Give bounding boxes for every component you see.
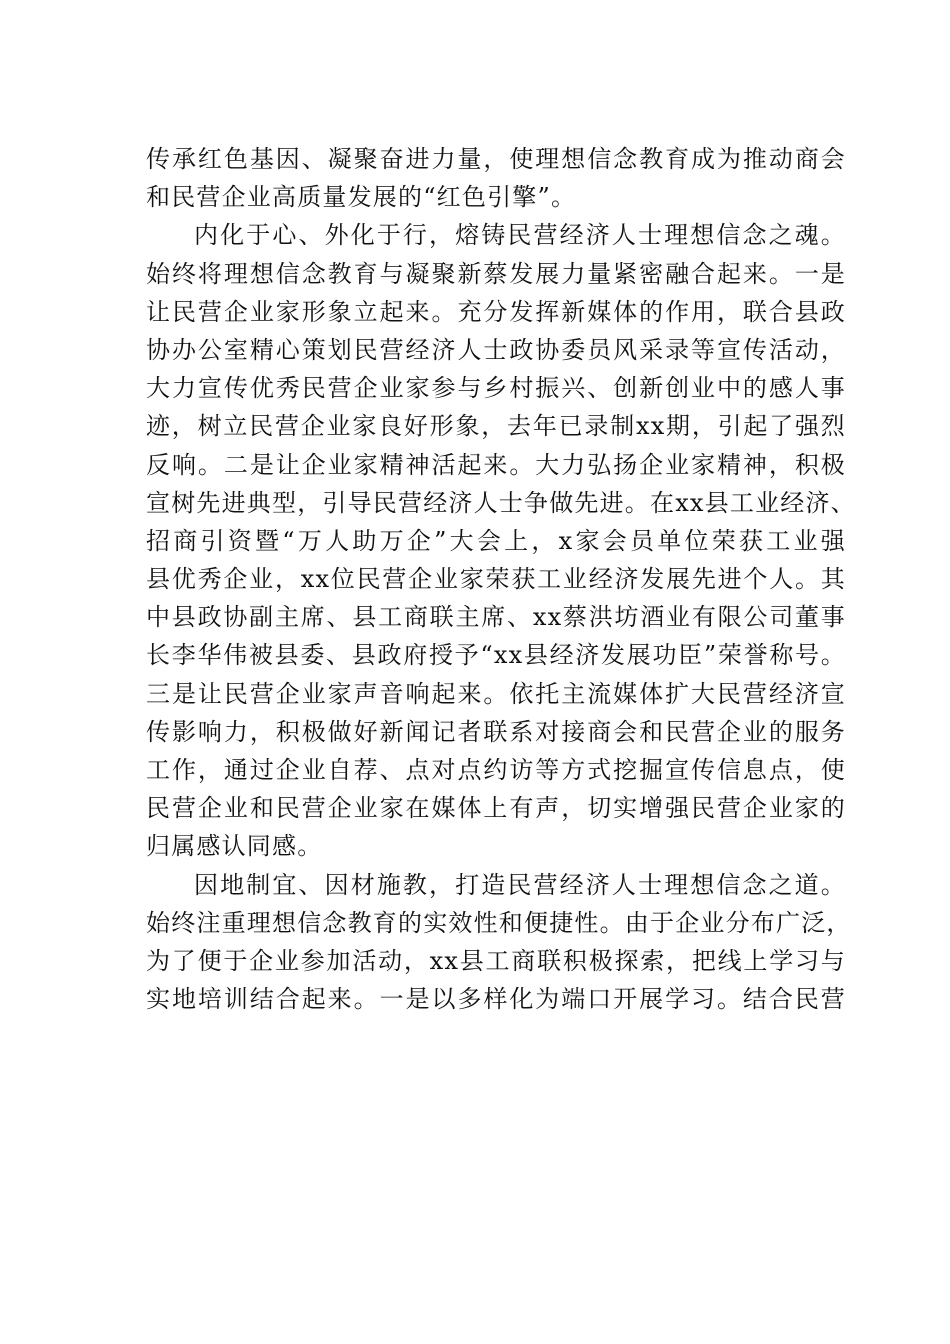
paragraph-2-line-1: 内化于心、外化于行，熔铸民营经济人士理想信念之魂。: [194, 221, 846, 250]
paragraph-2-line-14: 传影响力，积极做好新闻记者联系对接商会和民营企业的服务: [146, 717, 846, 746]
paragraph-2-line-2: 始终将理想信念教育与凝聚新蔡发展力量紧密融合起来。一是: [146, 259, 846, 288]
paragraph-2-line-9: 招商引资暨“万人助万企”大会上，x家会员单位荣获工业强: [146, 526, 846, 555]
paragraph-2-line-6: 迹，树立民营企业家良好形象，去年已录制xx期，引起了强烈: [146, 412, 846, 441]
paragraph-2-line-16: 民营企业和民营企业家在媒体上有声，切实增强民营企业家的: [146, 794, 846, 823]
paragraph-2-line-3: 让民营企业家形象立起来。充分发挥新媒体的作用，联合县政: [146, 297, 846, 326]
paragraph-1-line-2: 和民营企业高质量发展的“红色引擎”。: [146, 183, 577, 212]
paragraph-2-line-7: 反响。二是让企业家精神活起来。大力弘扬企业家精神，积极: [146, 450, 846, 479]
paragraph-2-line-4: 协办公室精心策划民营经济人士政协委员风采录等宣传活动，: [146, 335, 846, 364]
paragraph-2-line-17: 归属感认同感。: [146, 832, 323, 861]
paragraph-2-line-5: 大力宣传优秀民营企业家参与乡村振兴、创新创业中的感人事: [146, 374, 846, 403]
paragraph-3-line-1: 因地制宜、因材施教，打造民营经济人士理想信念之道。: [194, 870, 846, 899]
paragraph-2-line-13: 三是让民营企业家声音响起来。依托主流媒体扩大民营经济宣: [146, 679, 846, 708]
paragraph-3-line-3: 为了便于企业参加活动，xx县工商联积极探索，把线上学习与: [146, 946, 846, 975]
paragraph-2-line-15: 工作，通过企业自荐、点对点约访等方式挖掘宣传信息点，使: [146, 756, 846, 784]
paragraph-1-line-1: 传承红色基因、凝聚奋进力量，使理想信念教育成为推动商会: [146, 145, 846, 173]
paragraph-2-line-12: 长李华伟被县委、县政府授予“xx县经济发展功臣”荣誉称号。: [146, 641, 846, 670]
body-text: [146, 140, 856, 1018]
paragraph-2-line-11: 中县政协副主席、县工商联主席、xx蔡洪坊酒业有限公司董事: [146, 603, 846, 632]
paragraph-3-line-4: 实地培训结合起来。一是以多样化为端口开展学习。结合民营: [146, 985, 846, 1014]
paragraph-2-line-8: 宣树先进典型，引导民营经济人士争做先进。在xx县工业经济、: [146, 488, 856, 517]
paragraph-3-line-2: 始终注重理想信念教育的实效性和便捷性。由于企业分布广泛，: [146, 908, 852, 937]
paragraph-2-line-10: 县优秀企业，xx位民营企业家荣获工业经济发展先进个人。其: [146, 565, 846, 594]
